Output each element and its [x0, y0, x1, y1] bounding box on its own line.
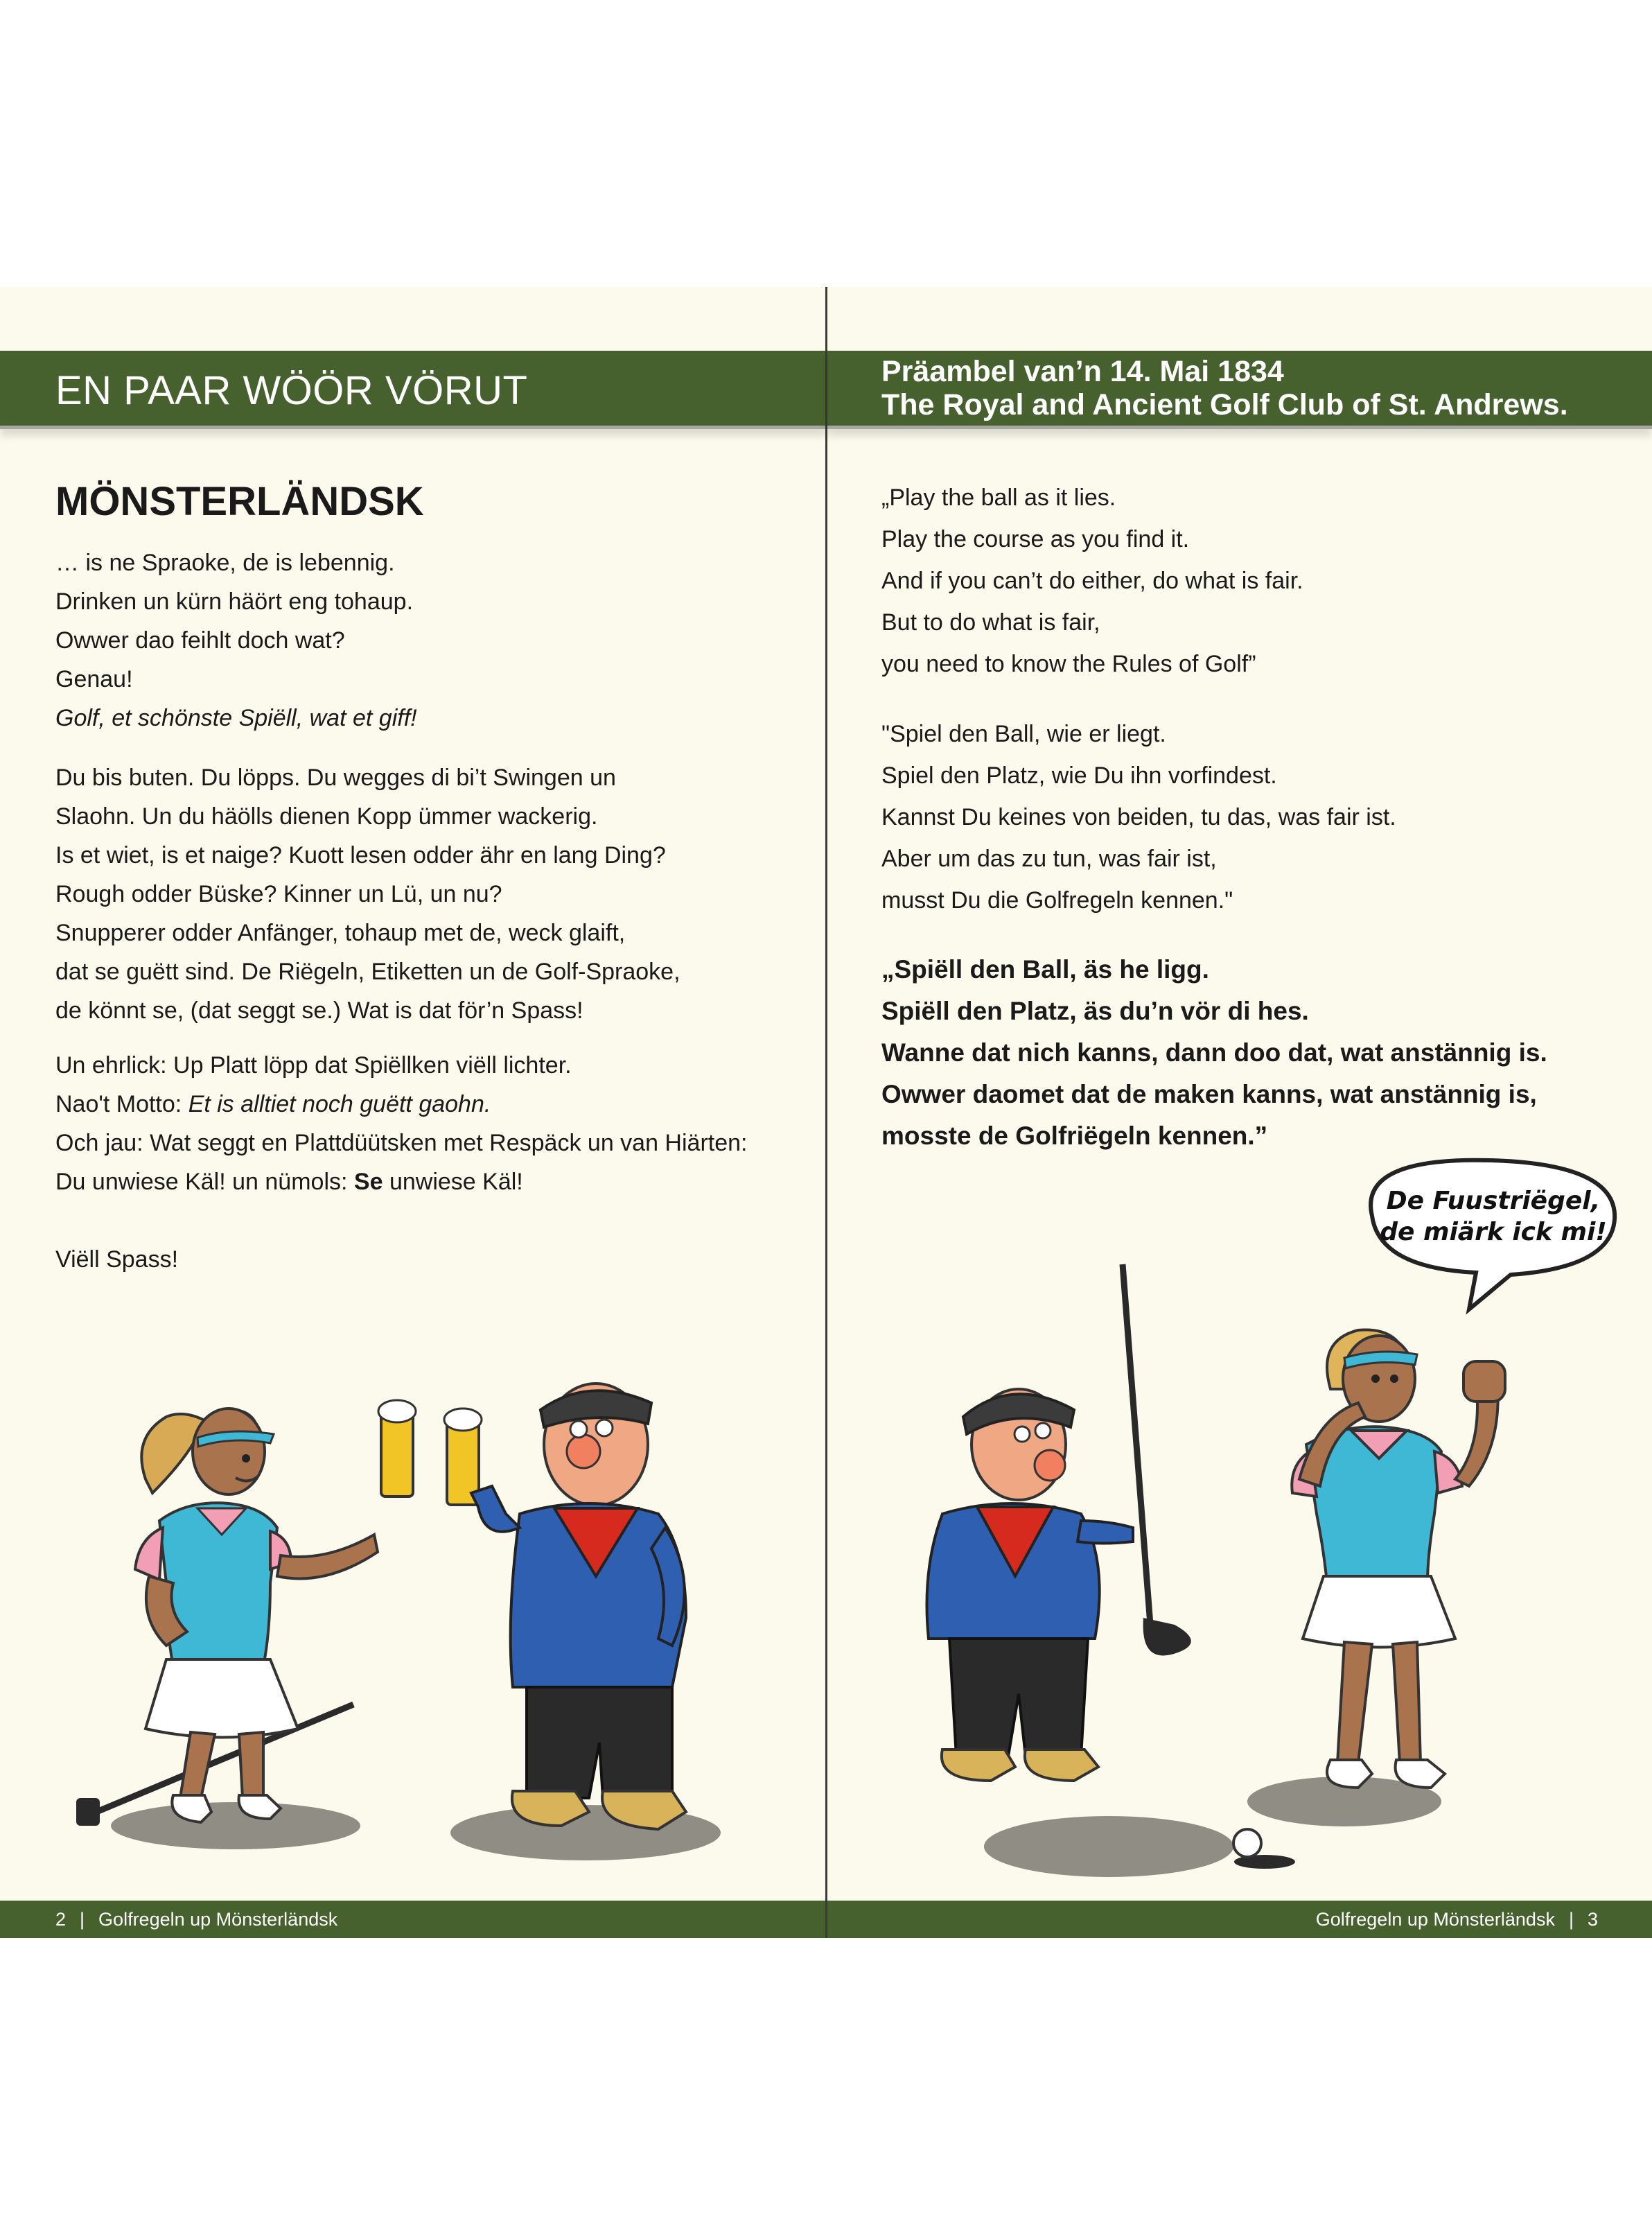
footer-separator: | [80, 1909, 85, 1930]
text-line: Spiëll den Platz, äs du’n vör di hes. [881, 997, 1309, 1025]
text-line: Du bis buten. Du löpps. Du wegges di bi’t Swingen un [55, 765, 616, 791]
left-page-footer [0, 1901, 825, 1938]
speech-bubble-line1: De Fuustriëgel, [1386, 1187, 1601, 1215]
text-span: Nao't Motto: [55, 1091, 188, 1117]
text-line: mosste de Golfriëgeln kennen.” [881, 1122, 1268, 1150]
motto-paragraph [55, 1046, 747, 1201]
text-line: Viëll Spass! [55, 1246, 179, 1273]
book-spine [825, 287, 827, 1938]
text-line: Wanne dat nich kanns, dann doo dat, wat anstännig is. [881, 1038, 1547, 1067]
preamble-title [881, 355, 1568, 421]
preamble-date: Präambel van’n 14. Mai 1834 [881, 355, 1284, 388]
toasting-cartoon-illustration [62, 1354, 741, 1895]
page-number: 2 [55, 1909, 67, 1930]
german-quote [881, 713, 1396, 921]
text-line: Drinken un kürn häört eng tohaup. [55, 588, 414, 615]
footer-title: Golfregeln up Mönsterländsk [98, 1909, 338, 1930]
right-page-footer [827, 1901, 1652, 1938]
footer-title: Golfregeln up Mönsterländsk [1315, 1909, 1555, 1930]
intro-paragraph [55, 543, 417, 738]
text-line: Och jau: Wat seggt en Plattdüütsken met Respäck un van Hiärten: [55, 1130, 748, 1156]
text-line: … is ne Spraoke, de is lebennig. [55, 550, 395, 576]
text-line: Spiel den Platz, wie Du ihn vorfindest. [881, 762, 1277, 789]
text-span: unwiese Käl! [383, 1169, 523, 1195]
text-line: Owwer dao feihlt doch wat? [55, 627, 345, 654]
body-paragraph [55, 758, 680, 1030]
platt-quote [881, 949, 1547, 1157]
right-title-band [827, 351, 1652, 429]
text-line: "Spiel den Ball, wie er liegt. [881, 721, 1166, 747]
text-line: musst Du die Golfregeln kennen." [881, 887, 1233, 914]
text-line: Aber um das zu tun, was fair ist, [881, 846, 1217, 872]
text-line: But to do what is fair, [881, 609, 1100, 636]
speech-bubble-line2: de miärk ick mi! [1380, 1218, 1607, 1246]
text-line: „Spiëll den Ball, äs he ligg. [881, 955, 1209, 984]
left-page-title: EN PAAR WÖÖR VÖRUT [55, 368, 528, 413]
text-line: Play the course as you find it. [881, 526, 1190, 552]
page-number: 3 [1587, 1909, 1598, 1930]
emphasis-text: Se [353, 1169, 383, 1195]
text-line: Golf, et schönste Spiëll, wat et giff! [55, 705, 417, 731]
text-line: Un ehrlick: Up Platt löpp dat Spiëllken viëll lichter. [55, 1052, 572, 1079]
text-span: Du unwiese Käl! un nümols: [55, 1169, 354, 1195]
book-spread [0, 287, 1652, 1938]
text-line: Snupperer odder Anfänger, tohaup met de, weck glaift, [55, 920, 626, 946]
section-heading: MÖNSTERLÄNDSK [55, 479, 424, 524]
text-line: Is et wiet, is et naige? Kuott lesen odder ähr en lang Ding? [55, 842, 666, 869]
text-line [55, 1162, 747, 1201]
text-line: de könnt se, (dat seggt se.) Wat is dat för’n Spass! [55, 997, 583, 1024]
text-line: dat se guëtt sind. De Riëgeln, Etiketten un de Golf-Spraoke, [55, 959, 680, 985]
text-line: Genau! [55, 666, 133, 692]
text-line: you need to know the Rules of Golf” [881, 651, 1256, 677]
text-line: And if you can’t do either, do what is fair. [881, 568, 1303, 594]
closing-line [55, 1240, 178, 1279]
left-title-band [0, 351, 825, 429]
text-line: „Play the ball as it lies. [881, 485, 1116, 511]
text-line: Rough odder Büske? Kinner un Lü, un nu? [55, 881, 502, 907]
english-quote [881, 477, 1303, 685]
text-line: Kannst Du keines von beiden, tu das, was fair ist. [881, 804, 1396, 830]
footer-separator: | [1568, 1909, 1574, 1930]
motto-text: Et is alltiet noch guëtt gaohn. [188, 1091, 491, 1117]
preamble-club: The Royal and Ancient Golf Club of St. Andrews. [881, 388, 1568, 421]
text-line: Slaohn. Un du häölls dienen Kopp ümmer wackerig. [55, 803, 598, 830]
text-line [55, 1085, 747, 1124]
golf-rule-cartoon-illustration [901, 1153, 1635, 1895]
text-line: Owwer daomet dat de maken kanns, wat anstännig is, [881, 1080, 1537, 1108]
